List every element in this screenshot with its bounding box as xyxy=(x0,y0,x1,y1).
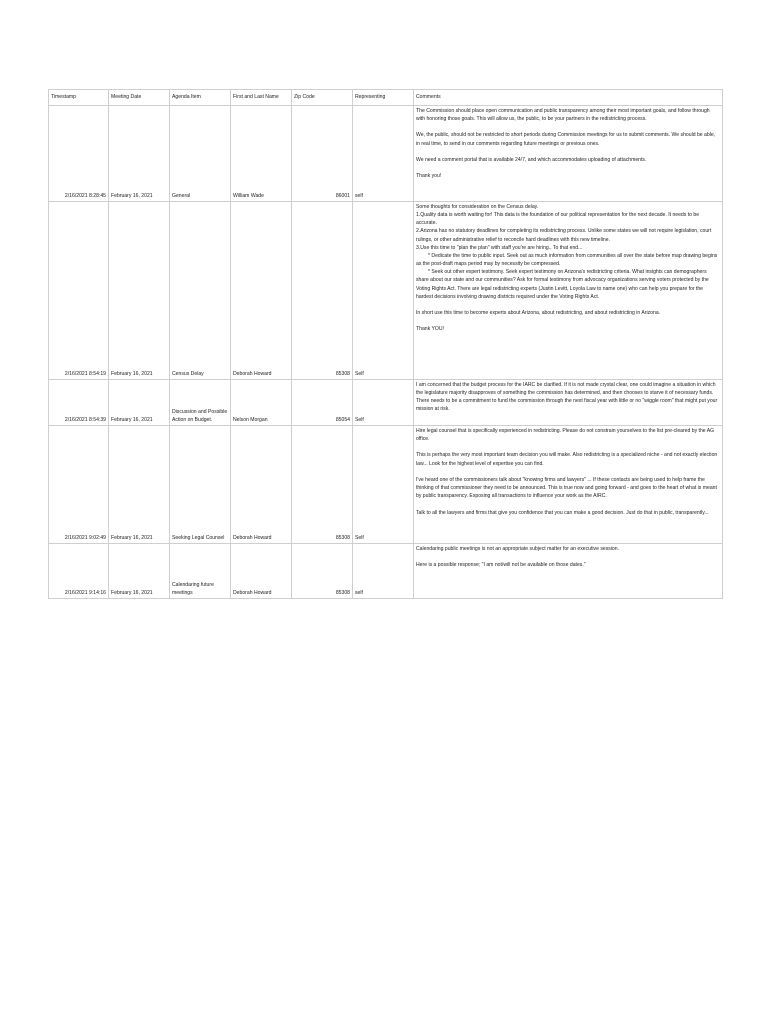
cell-name: Deborah Howard xyxy=(231,544,292,599)
comment-paragraph: Calendaring public meetings is not an appropriate subject matter for an executive session. xyxy=(416,546,620,552)
table-row xyxy=(49,202,723,380)
header-name: First and Last Name xyxy=(231,90,292,106)
table-row xyxy=(49,106,723,202)
comment-line xyxy=(416,268,720,301)
cell-meeting-date: February 16, 2021 xyxy=(109,202,170,380)
cell-timestamp: 2/16/2021 9:14:16 xyxy=(49,544,109,599)
cell-agenda-item: Seeking Legal Counsel xyxy=(170,426,231,544)
cell-comments xyxy=(414,202,723,380)
cell-timestamp: 2/16/2021 8:54:39 xyxy=(49,380,109,426)
comment-block xyxy=(416,203,720,301)
cell-zip: 85054 xyxy=(292,380,353,426)
cell-comments xyxy=(414,544,723,599)
cell-comments xyxy=(414,106,723,202)
cell-agenda-item: Census Delay xyxy=(170,202,231,380)
cell-timestamp: 2/16/2021 8:28:45 xyxy=(49,106,109,202)
cell-representing: Self xyxy=(353,426,414,544)
comment-line-text: * Dedicate the time to public input. Seek out as much information from communities all over the state before map drawing begins as the post-draft maps period may by necessity be compressed. xyxy=(416,252,718,268)
cell-name: Nelson Morgan xyxy=(231,380,292,426)
cell-comments xyxy=(414,426,723,544)
cell-name: Deborah Howard xyxy=(231,426,292,544)
comment-paragraph: I've heard one of the commissioners talk about "knowing firms and lawyers" ... If these contacts are being used to help frame the thinking of that commissioner they need to be announced. This is true now and going forward - and goes to the heart of what is meant by public transparency. Exposing all transactions to influence your work as the AIRC. xyxy=(416,476,717,500)
cell-meeting-date: February 16, 2021 xyxy=(109,106,170,202)
cell-timestamp: 2/16/2021 8:54:19 xyxy=(49,202,109,380)
cell-name: Deborah Howard xyxy=(231,202,292,380)
cell-zip: 85308 xyxy=(292,202,353,380)
comment-paragraph: Hire legal counsel that is specifically experienced in redistricting. Please do not constrain yourselves to the list pre-cleared by the AG office. xyxy=(416,428,715,443)
cell-meeting-date: February 16, 2021 xyxy=(109,426,170,544)
cell-meeting-date: February 16, 2021 xyxy=(109,544,170,599)
cell-representing: Self xyxy=(353,202,414,380)
cell-zip: 86001 xyxy=(292,106,353,202)
table-row xyxy=(49,426,723,544)
header-comments: Comments xyxy=(414,90,723,106)
header-zip: Zip Code xyxy=(292,90,353,106)
header-representing: Representing xyxy=(353,90,414,106)
comment-paragraph: Thank YOU! xyxy=(416,326,444,333)
cell-representing: Self xyxy=(353,380,414,426)
comment-paragraph: Talk to all the lawyers and firms that give you confidence that you can make a good decision. Just do that in public, transparently... xyxy=(416,509,709,516)
cell-agenda-item: Calendaring future meetings xyxy=(170,544,231,599)
comment-line: Some thoughts for consideration on the Census delay. xyxy=(416,204,539,210)
cell-zip: 85308 xyxy=(292,426,353,544)
comment-line xyxy=(416,252,720,268)
header-timestamp: Timestamp xyxy=(49,90,109,106)
comment-paragraph: We need a comment portal that is available 24/7, and which accommodates uploading of attachments. xyxy=(416,156,647,163)
cell-zip: 85308 xyxy=(292,544,353,599)
table-row xyxy=(49,380,723,426)
header-row xyxy=(49,90,723,106)
cell-comments xyxy=(414,380,723,426)
header-meeting-date: Meeting Date xyxy=(109,90,170,106)
cell-agenda-item: Discussion and Possible Action on Budget. xyxy=(170,380,231,426)
comment-line: 2.Arizona has no statutory deadlines for completing its redistricting process. Unlike some states we will not require legislation, court rulings, or other administrative relief to reconcile hard deadlines with this new timeline. xyxy=(416,228,712,243)
comments-table xyxy=(48,89,723,599)
cell-timestamp: 2/16/2021 9:02:49 xyxy=(49,426,109,544)
cell-name: William Wade xyxy=(231,106,292,202)
table-row xyxy=(49,544,723,599)
header-agenda-item: Agenda Item xyxy=(170,90,231,106)
cell-representing: self xyxy=(353,544,414,599)
comment-line-text: * Seek out other expert testimony. Seek expert testimony on Arizona's redistricting criteria. What insights can demographers share about our state and our communities? Ask for formal testimony from advocacy organizations serving voters protected by the Voting Rights Act. There are legal redistricting experts (Justin Levitt, Loyola Law to name one) who can help you prepare for the hardest decisions involving drawing districts required under the Voting Rights Act. xyxy=(416,269,709,300)
comment-paragraph: Thank you! xyxy=(416,173,442,180)
cell-representing: self xyxy=(353,106,414,202)
comment-line: 3.Use this time to "plan the plan" with staff you're are hiring.. To that end... xyxy=(416,244,583,251)
comment-line: 1.Quality data is worth waiting for! This data is the foundation of our political representation for the next decade. It needs to be accurate. xyxy=(416,212,700,227)
cell-agenda-item: General xyxy=(170,106,231,202)
comment-paragraph: We, the public, should not be restricted to short periods during Commission meetings for us to submit comments. We should be able, in real time, to send in our comments regarding future meetings or previous ones. xyxy=(416,132,716,147)
comment-paragraph: I am concerned that the budget process for the IARC be clarified. If it is not made crystal clear, one could imagine a situation in which the legislature majority disapproves of something the commission has determined, and then chooses to starve it of necessary funds. There needs to be a commitment to fund the commission through the next fiscal year with little or no "wiggle room" that might put your mission at risk. xyxy=(416,382,718,413)
comment-paragraph: This is perhaps the very most important team decision you will make. Also redistricting is a specialized niche - and not exactly election law... Look for the highest level of expertise you can find. xyxy=(416,452,718,467)
comment-paragraph: In short use this time to become experts about Arizona, about redistricting, and about redistricting in Arizona. xyxy=(416,310,661,317)
comment-paragraph: The Commission should place open communication and public transparency among their most important goals, and follow through with honoring those goals. This will allow us, the public, to be your partners in the redistricting process. xyxy=(416,108,710,123)
cell-meeting-date: February 16, 2021 xyxy=(109,380,170,426)
comment-paragraph: Here is a possible response; "I am not/will not be available on those dates." xyxy=(416,562,586,569)
